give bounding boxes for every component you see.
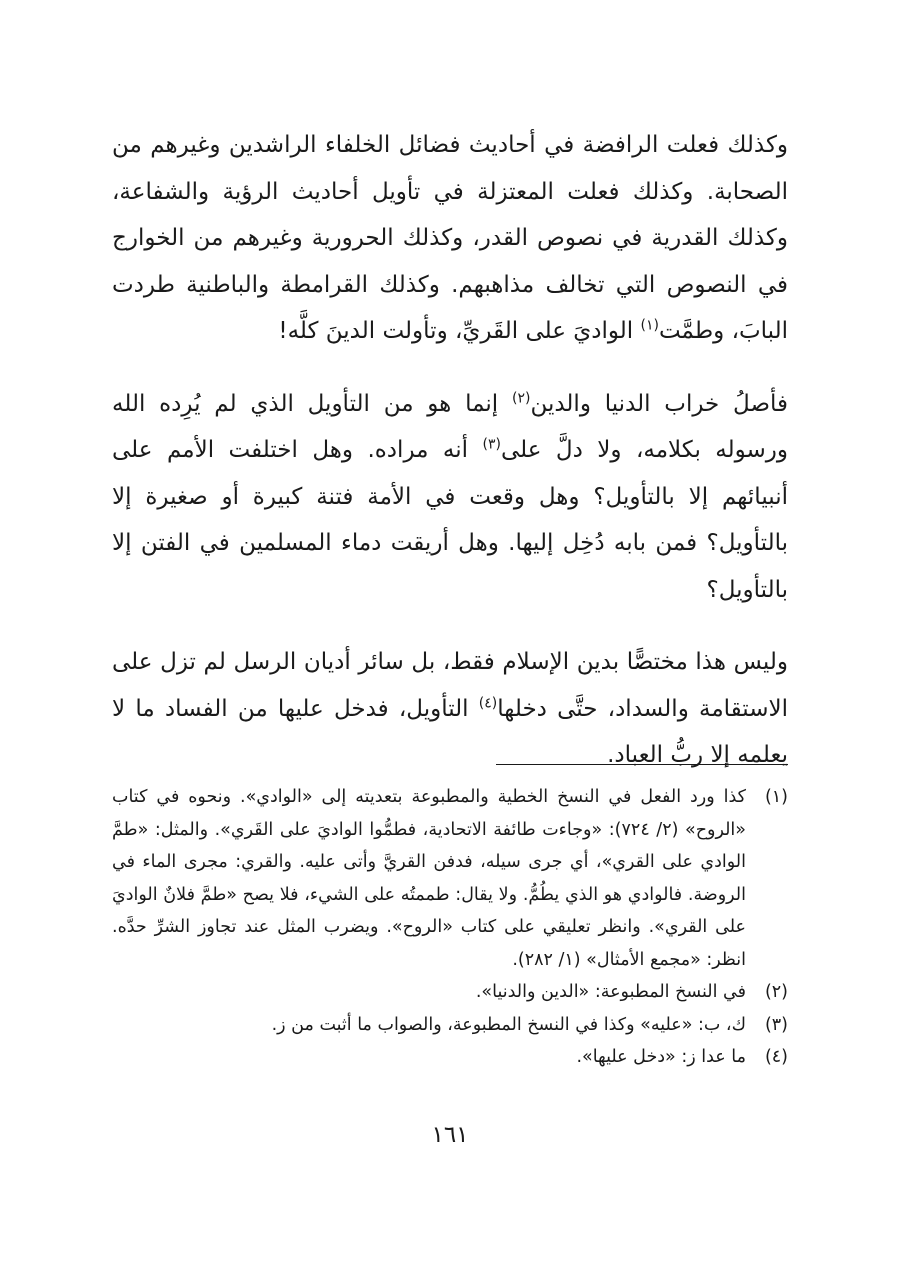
page-number: ١٦١ — [431, 1122, 469, 1148]
footnote-ref-3[interactable]: (٣) — [482, 436, 501, 453]
paragraph-2-text-part3: أنه مراده. وهل اختلفت الأمم على أنبيائهم إلا بالتأويل؟ وهل وقعت في الأمة فتنة كبيرة أو صغيرة إلا بالتأويل؟ فمن بابه دُخِل إليها. وهل أريقت دماء المسلمين في الفتن إلا بالتأويل؟ — [112, 437, 788, 603]
footnote-ref-2[interactable]: (٢) — [511, 389, 531, 406]
main-text — [112, 122, 788, 805]
footnote-ref-1[interactable]: (١) — [640, 317, 659, 334]
footnote-separator — [496, 764, 788, 765]
footnote-number: (١) — [764, 787, 788, 807]
footnote-4 — [112, 1041, 788, 1074]
footnotes — [112, 781, 788, 1074]
paragraph-2-text-part1: فأصلُ خراب الدنيا والدين — [530, 390, 788, 417]
paragraph-1 — [112, 122, 788, 355]
paragraph-2-text-part2: إنما هو من التأويل الذي لم يُرِده الله ورسوله بكلامه، ولا دلَّ على — [112, 390, 788, 463]
footnote-number: (٤) — [764, 1047, 788, 1067]
paragraph-3-text-after: التأويل، فدخل عليها من الفساد ما لا يعلمه إلا ربُّ العباد. — [112, 695, 788, 768]
footnote-1 — [112, 781, 788, 976]
paragraph-3 — [112, 639, 788, 779]
footnote-text: ما عدا ز: «دخل عليها». — [576, 1047, 746, 1067]
paragraph-1-text-before: وكذلك فعلت الرافضة في أحاديث فضائل الخلفاء الراشدين وغيرهم من الصحابة. وكذلك فعلت المعتزلة في تأويل أحاديث الرؤية والشفاعة، وكذلك القدرية في نصوص القدر، وكذلك الحرورية وغيرهم من الخوارج في النصوص التي تخالف مذاهبهم. وكذلك القرامطة والباطنية طردت البابَ، وطمَّت — [112, 132, 788, 344]
footnote-text: كذا ورد الفعل في النسخ الخطية والمطبوعة بتعديته إلى «الوادي». ونحوه في كتاب «الروح» (٢/ ٧٢٤): «وجاءت طائفة الاتحادية، فطمُّوا الواديَ على القَري». والمثل: «طمَّ الوادي على القري»، أي جرى سيله، فدفن القريَّ وأتى عليه. والقري: مجرى الماء في الروضة. فالوادي هو الذي يطُمُّ. ولا يقال: طممتُه على الشيء، فلا يصح «طمَّ فلانٌ الواديَ على القري». وانظر تعليقي على كتاب «الروح». ويضرب المثل عند تجاوز الشرِّ حدَّه. انظر: «مجمع الأمثال» (١/ ٢٨٢). — [112, 787, 746, 970]
footnote-text: في النسخ المطبوعة: «الدين والدنيا». — [475, 982, 746, 1002]
footnote-ref-4[interactable]: (٤) — [478, 694, 498, 711]
paragraph-1-text-after: الواديَ على القَريِّ، وتأولت الدينَ كلَّه! — [278, 318, 641, 344]
footnote-number: (٢) — [764, 982, 788, 1002]
paragraph-2 — [112, 381, 788, 614]
paragraph-3-text-before: وليس هذا مختصًّا بدين الإسلام فقط، بل سائر أديان الرسل لم تزل على الاستقامة والسداد، حتَّى دخلها — [112, 649, 789, 722]
footnote-number: (٣) — [764, 1014, 788, 1035]
footnote-3 — [112, 1009, 788, 1042]
footnote-text: ك، ب: «عليه» وكذا في النسخ المطبوعة، والصواب ما أثبت من ز. — [271, 1014, 746, 1035]
footnote-2 — [112, 976, 788, 1009]
